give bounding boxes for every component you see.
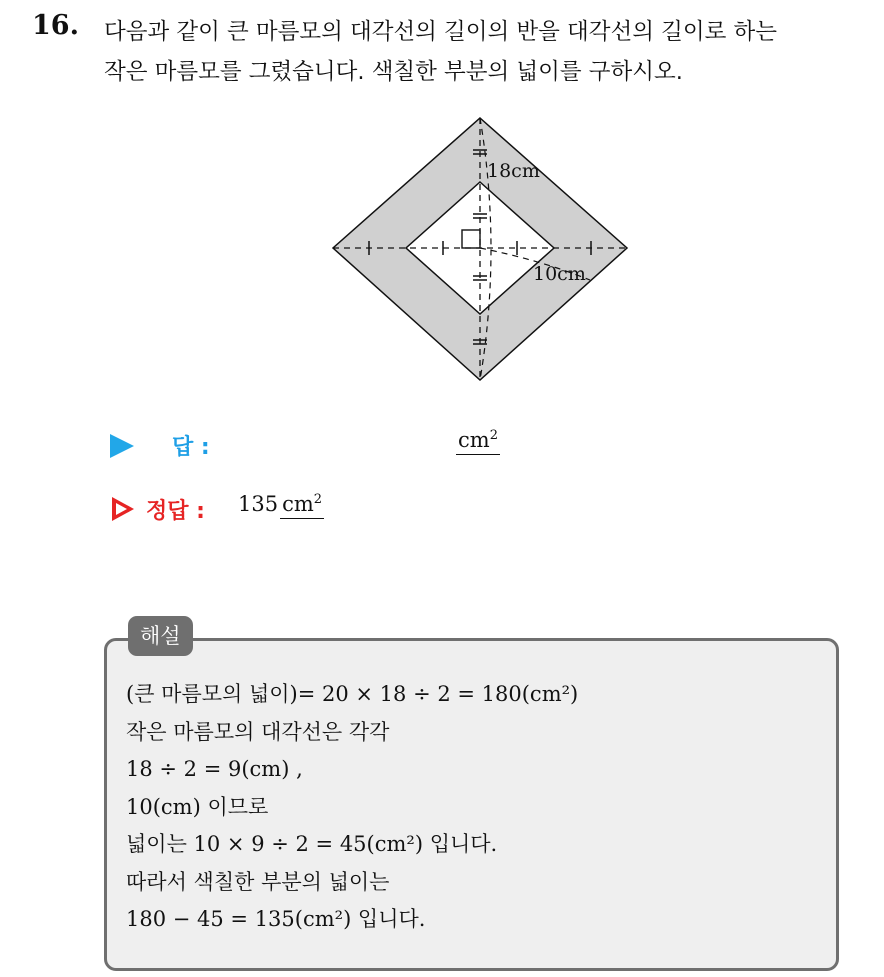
solution-line: 180 − 45 = 135(cm²) 입니다. — [126, 907, 426, 931]
solution-line: 넓이는 10 × 9 ÷ 2 = 45(cm²) 입니다. — [126, 832, 498, 856]
question-line-2: 작은 마름모를 그렸습니다. 색칠한 부분의 넓이를 구하시오. — [104, 59, 683, 85]
correct-answer-row — [110, 492, 530, 528]
solution-line: 작은 마름모의 대각선은 각각 — [126, 719, 390, 744]
solution-line: 10(cm) 이므로 — [126, 794, 269, 819]
correct-answer-value — [238, 492, 324, 516]
question-text — [104, 12, 874, 92]
correct-unit-exponent: 2 — [313, 492, 323, 507]
question-number: 16. — [32, 10, 79, 41]
outline-triangle-icon-inner — [116, 503, 127, 515]
answer-unit-exponent: 2 — [489, 428, 498, 443]
answer-unit-text: cm — [458, 428, 490, 452]
play-triangle-icon — [110, 434, 134, 458]
correct-unit — [280, 492, 324, 519]
answer-row — [110, 428, 530, 464]
solution-line: 따라서 색칠한 부분의 넓이는 — [126, 869, 390, 894]
solution-lines — [126, 676, 826, 939]
correct-value-number: 135 — [238, 492, 279, 516]
answer-label: 답 : — [172, 435, 210, 460]
correct-unit-text: cm — [282, 492, 314, 516]
question-line-1: 다음과 같이 큰 마름모의 대각선의 길이의 반을 대각선의 길이로 하는 — [104, 19, 777, 45]
rhombus-figure — [300, 100, 640, 390]
correct-answer-label: 정답 : — [146, 499, 205, 524]
answer-unit — [456, 428, 500, 455]
solution-line: (큰 마름모의 넓이)= 20 × 18 ÷ 2 = 180(cm²) — [126, 682, 579, 706]
solution-line: 18 ÷ 2 = 9(cm) , — [126, 757, 303, 781]
solution-tab: 해설 — [128, 616, 193, 656]
label-18cm: 18cm — [487, 160, 540, 182]
label-10cm: 10cm — [533, 263, 586, 285]
